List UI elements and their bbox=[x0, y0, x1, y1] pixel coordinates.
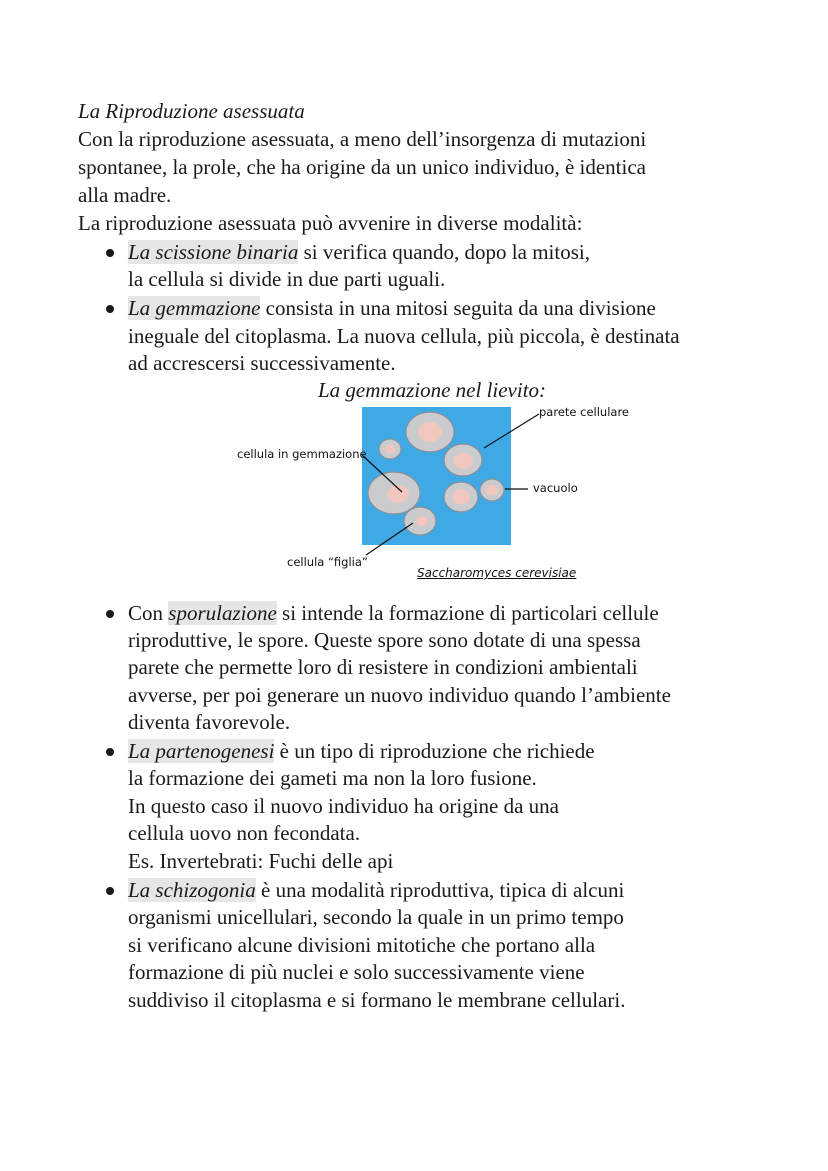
bullet-text-line: riproduttive, le spore. Queste spore sono dotate di una spessa bbox=[128, 628, 641, 652]
vacuole bbox=[418, 422, 442, 442]
bullet-text: consista in una mitosi seguita da una divisione bbox=[260, 296, 656, 320]
bullet-schizogony bbox=[128, 877, 624, 904]
bullet-text-line: ad accrescersi successivamente. bbox=[128, 351, 396, 375]
bullet-text-line: organismi unicellulari, secondo la quale in un primo tempo bbox=[128, 905, 624, 929]
term-highlight: La schizogonia bbox=[128, 878, 256, 902]
label-vacuole: vacuolo bbox=[533, 481, 578, 495]
bullet-text-line: In questo caso il nuovo individuo ha origine da una bbox=[128, 794, 560, 818]
bullet-text: si intende la formazione di particolari cellule bbox=[276, 601, 659, 625]
bullet-text-line: diventa favorevole. bbox=[128, 710, 291, 734]
bullet-text-line: ineguale del citoplasma. La nuova cellula, più piccola, è destinata bbox=[128, 324, 680, 348]
bullet-text: è un tipo di riproduzione che richiede bbox=[274, 739, 595, 763]
intro-line: Con la riproduzione asessuata, a meno dell’insorgenza di mutazioni bbox=[78, 127, 647, 151]
bullet-dot bbox=[106, 610, 114, 618]
vacuole bbox=[416, 516, 428, 526]
vacuole bbox=[486, 485, 498, 496]
vacuole bbox=[453, 453, 473, 469]
species-name: Saccharomyces cerevisiae bbox=[417, 566, 577, 580]
vacuole bbox=[452, 489, 470, 505]
label-budding-cell: cellula in gemmazione bbox=[237, 447, 367, 461]
bullet-text: è una modalità riproduttiva, tipica di alcuni bbox=[255, 878, 625, 902]
bullet-text-line: avverse, per poi generare un nuovo individuo quando l’ambiente bbox=[128, 683, 671, 707]
bullet-text-line: la formazione dei gameti ma non la loro fusione. bbox=[128, 766, 537, 790]
intro-line: alla madre. bbox=[78, 183, 172, 207]
bullet-text-line: formazione di più nuclei e solo successivamente viene bbox=[128, 960, 585, 984]
figure-caption: La gemmazione nel lievito: bbox=[318, 378, 547, 402]
section-title: La Riproduzione asessuata bbox=[78, 99, 305, 123]
bullet-text-line: Es. Invertebrati: Fuchi delle api bbox=[128, 849, 394, 873]
bullet-dot bbox=[106, 887, 114, 895]
intro-line: spontanee, la prole, che ha origine da un unico individuo, è identica bbox=[78, 155, 646, 179]
bullet-text-line: la cellula si divide in due parti uguali. bbox=[128, 267, 446, 291]
term-highlight: sporulazione bbox=[168, 601, 277, 625]
bullet-text-line: si verificano alcune divisioni mitotiche che portano alla bbox=[128, 933, 596, 957]
term-highlight: La scissione binaria bbox=[128, 240, 299, 264]
bullet-text-line: suddiviso il citoplasma e si formano le membrane cellulari. bbox=[128, 988, 626, 1012]
intro-line: La riproduzione asessuata può avvenire in diverse modalità: bbox=[78, 211, 583, 235]
vacuole bbox=[385, 445, 395, 454]
bullet-text: Con bbox=[128, 601, 169, 625]
bullet-dot bbox=[106, 748, 114, 756]
label-cell-wall: parete cellulare bbox=[539, 405, 630, 419]
bullet-text-line: cellula uovo non fecondata. bbox=[128, 821, 361, 845]
bullet-text: si verifica quando, dopo la mitosi, bbox=[298, 240, 590, 264]
term-highlight: La gemmazione bbox=[128, 296, 261, 320]
label-daughter-cell: cellula “figlia” bbox=[287, 555, 368, 569]
term-highlight: La partenogenesi bbox=[128, 739, 275, 763]
bullet-text-line: parete che permette loro di resistere in condizioni ambientali bbox=[128, 655, 638, 679]
bullet-sporulation bbox=[128, 600, 659, 627]
bullet-parthenogenesis bbox=[128, 738, 595, 765]
